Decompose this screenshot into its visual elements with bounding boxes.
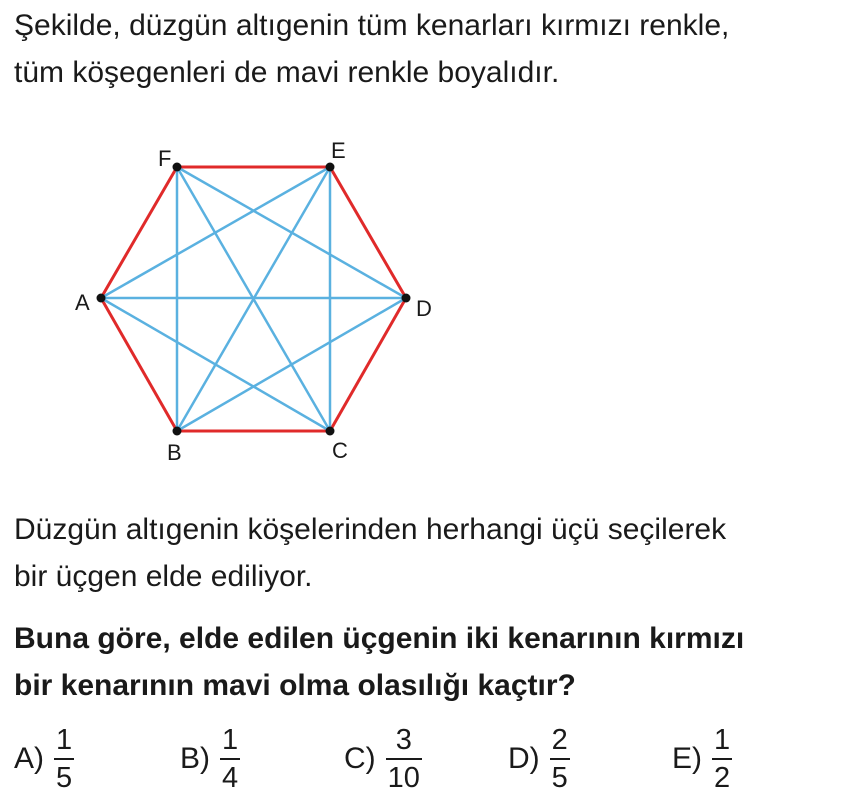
vertex-a [97,294,106,303]
edge-a-b [101,298,177,431]
option-c-numerator: 3 [395,723,412,756]
fraction-bar [712,758,732,760]
option-c-fraction [386,723,422,794]
option-a[interactable] [14,724,74,794]
question-text [14,615,839,709]
statement-text [14,506,839,600]
option-c-letter: C) [344,742,376,775]
edge-d-e [330,167,406,298]
option-d[interactable] [508,724,570,794]
vertex-f [173,163,182,172]
option-a-denominator: 5 [56,761,73,794]
option-c[interactable] [344,724,422,794]
fraction-bar [386,758,422,760]
option-d-numerator: 2 [551,723,568,756]
intro-line-2: tüm köşegenleri de mavi renkle boyalıdır. [14,56,560,89]
diagonal-d-f [177,167,406,298]
option-e-denominator: 2 [714,761,731,794]
question-line-2: bir kenarının mavi olma olasılığı kaçtır? [14,669,576,702]
vertex-d [402,294,411,303]
option-b-fraction [220,723,240,794]
vertex-label-b: B [167,440,182,465]
question-line-1: Buna göre, elde edilen üçgenin iki kenarının kırmızı [14,622,745,655]
option-a-numerator: 1 [56,723,73,756]
vertex-b [173,427,182,436]
hexagon-figure [60,130,460,480]
option-e-letter: E) [672,742,702,775]
option-d-fraction [550,723,570,794]
vertex-c [326,427,335,436]
option-c-denominator: 10 [387,761,420,794]
option-b-letter: B) [180,742,210,775]
statement-line-2: bir üçgen elde ediliyor. [14,560,313,593]
statement-line-1: Düzgün altıgenin köşelerinden herhangi üçü seçilerek [14,513,727,546]
vertex-label-e: E [331,138,346,163]
vertex-label-f: F [158,146,172,171]
option-e[interactable] [672,724,732,794]
option-a-letter: A) [14,742,44,775]
vertex-label-c: C [332,438,348,463]
fraction-bar [220,758,240,760]
option-b[interactable] [180,724,240,794]
edge-c-d [330,298,406,431]
option-b-denominator: 4 [222,761,239,794]
option-d-letter: D) [508,742,540,775]
intro-line-1: Şekilde, düzgün altıgenin tüm kenarları kırmızı renkle, [14,9,730,42]
vertex-e [326,163,335,172]
option-e-numerator: 1 [714,723,731,756]
option-a-fraction [54,723,74,794]
fraction-bar [550,758,570,760]
edge-f-a [101,167,177,298]
hexagon-diagonals [101,167,406,431]
option-b-numerator: 1 [222,723,239,756]
vertex-label-d: D [416,296,432,321]
option-d-denominator: 5 [551,761,568,794]
intro-text [14,2,839,96]
vertex-label-a: A [75,290,90,315]
option-e-fraction [712,723,732,794]
fraction-bar [54,758,74,760]
